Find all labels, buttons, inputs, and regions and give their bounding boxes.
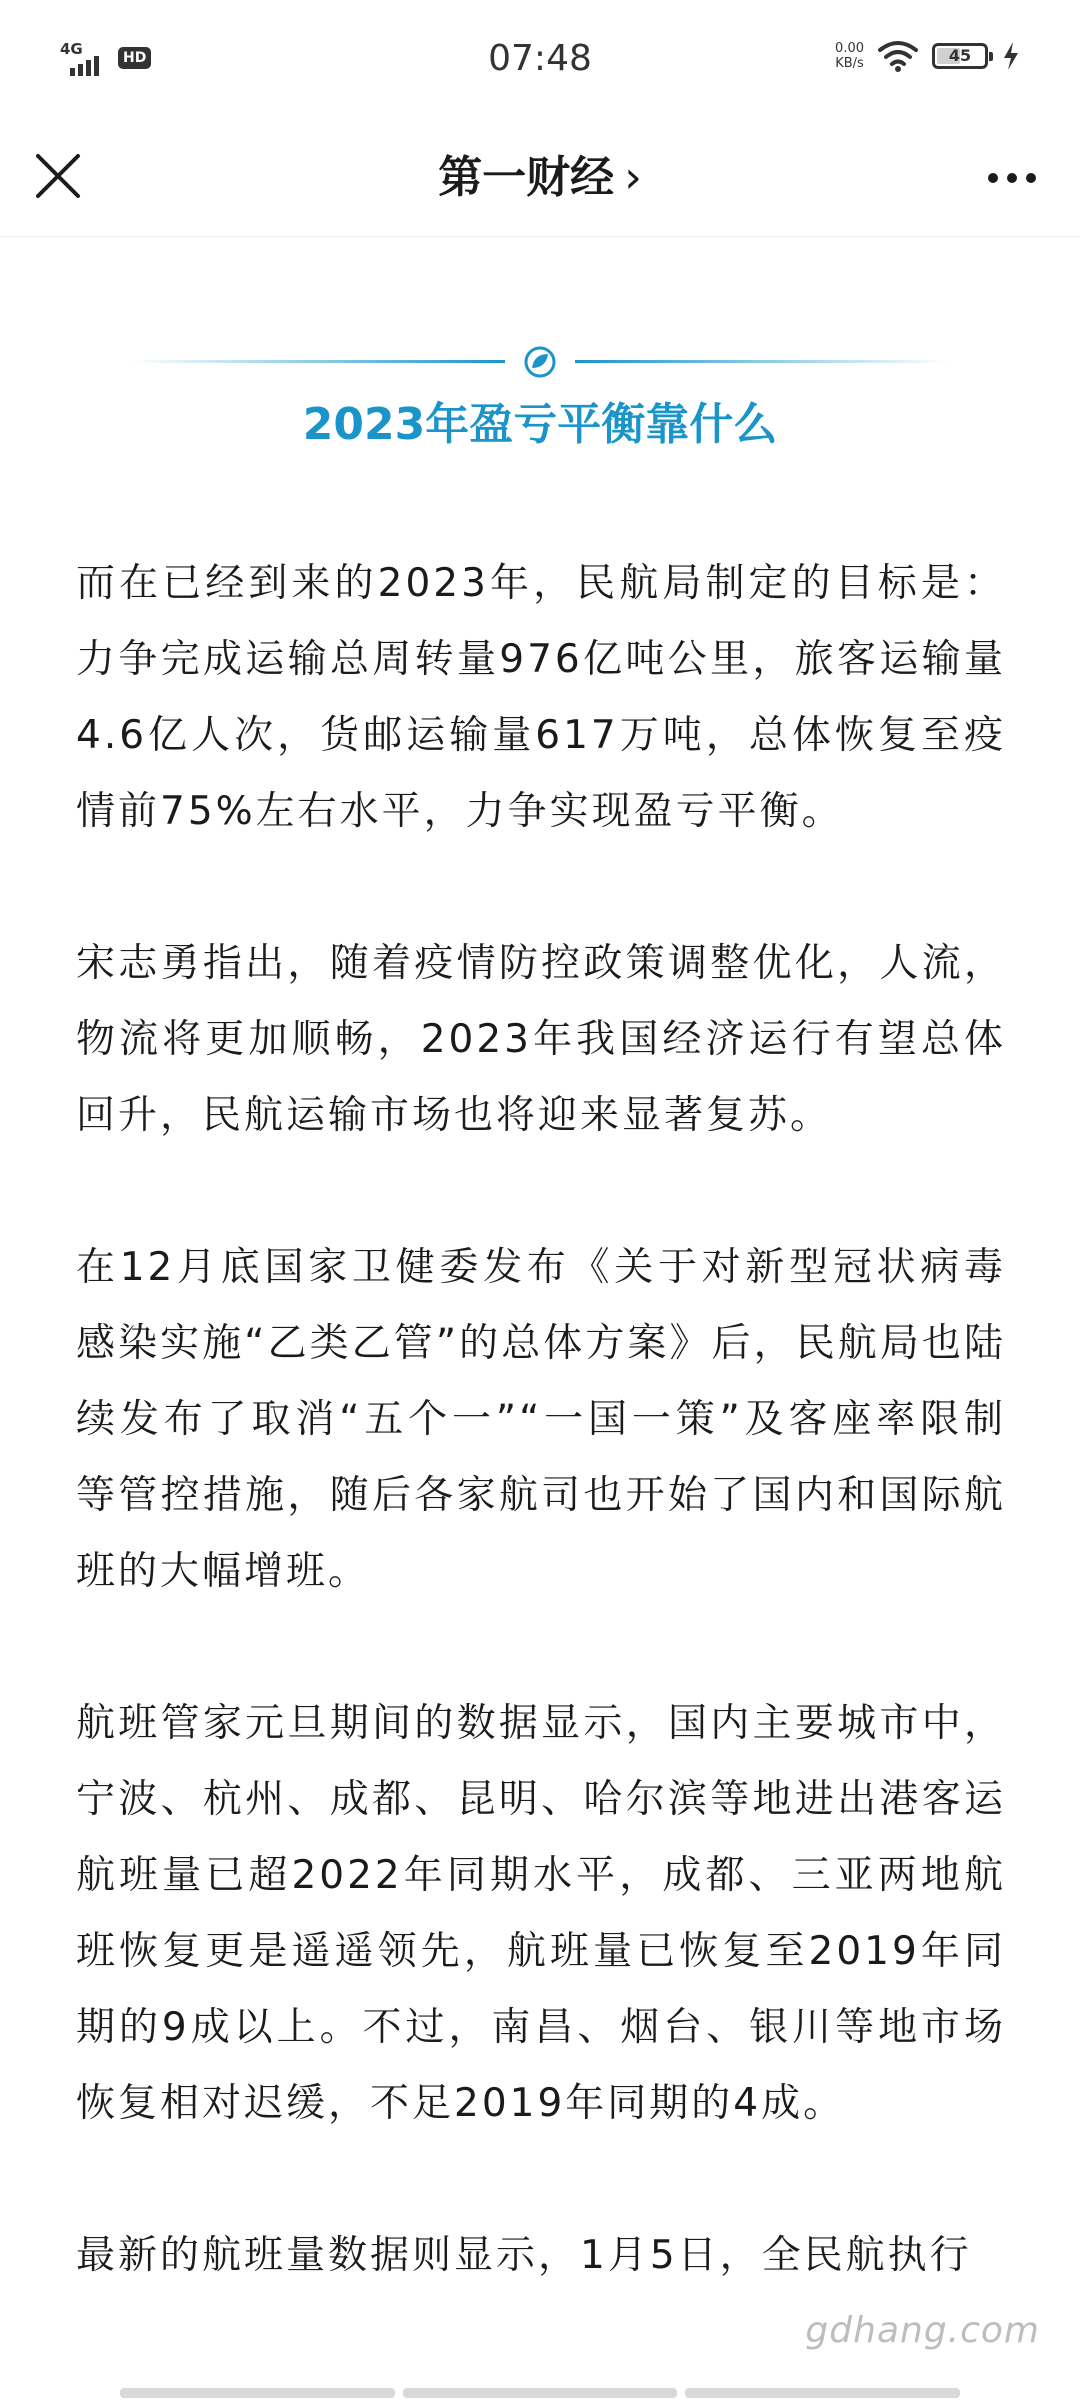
chevron-right-icon: › <box>624 152 642 203</box>
status-bar <box>0 0 1080 120</box>
battery-icon <box>932 43 988 69</box>
paragraph: 航班管家元旦期间的数据显示，国内主要城市中，宁波、杭州、成都、昆明、哈尔滨等地进出港客运航班量已超2022年同期水平，成都、三亚两地航班恢复更是遥遥领先，航班量已恢复至2019年同期的9成以上。不过，南昌、烟台、银川等地市场恢复相对迟缓，不足2019年同期的4成。 <box>76 1701 1006 2126</box>
network-type: 4G <box>60 40 83 58</box>
account-title-link[interactable] <box>0 150 1080 206</box>
hd-badge: HD <box>118 47 151 69</box>
paragraph: 在12月底国家卫健委发布《关于对新型冠状病毒感染实施“乙类乙管”的总体方案》后，民航局也陆续发布了取消“五个一”“一国一策”及客座率限制等管控措施，随后各家航司也开始了国内和国际航班的大幅增班。 <box>76 1245 1006 1594</box>
battery-level: 45 <box>948 46 972 65</box>
clock: 07:48 <box>488 38 592 79</box>
bottom-toolbar-edge <box>120 2388 960 2398</box>
paragraph: 宋志勇指出，随着疫情防控政策调整优化，人流，物流将更加顺畅，2023年我国经济运行有望总体回升，民航运输市场也将迎来显著复苏。 <box>76 941 1006 1138</box>
section-title: 2023年盈亏平衡靠什么 <box>302 399 778 450</box>
network-speed-value: 0.00 <box>835 41 864 56</box>
paragraph: 而在已经到来的2023年，民航局制定的目标是：力争完成运输总周转量976亿吨公里，旅客运输量4.6亿人次，货邮运输量617万吨，总体恢复至疫情前75%左右水平，力争实现盈亏平衡。 <box>76 561 1006 834</box>
article-body <box>76 546 1006 2370</box>
account-name: 第一财经 <box>438 152 615 203</box>
section-header <box>0 340 1080 460</box>
top-nav-bar <box>0 120 1080 237</box>
paragraph: 最新的航班量数据则显示，1月5日，全民航执行 <box>76 2233 972 2278</box>
charging-icon <box>1002 41 1020 71</box>
wifi-icon <box>878 40 918 72</box>
watermark: gdhang.com <box>805 2310 1040 2351</box>
status-right <box>835 40 1020 72</box>
more-options-icon[interactable] <box>984 156 1040 200</box>
network-speed <box>835 41 864 71</box>
leaf-ornament-icon <box>520 342 560 382</box>
network-speed-unit: KB/s <box>835 56 864 71</box>
